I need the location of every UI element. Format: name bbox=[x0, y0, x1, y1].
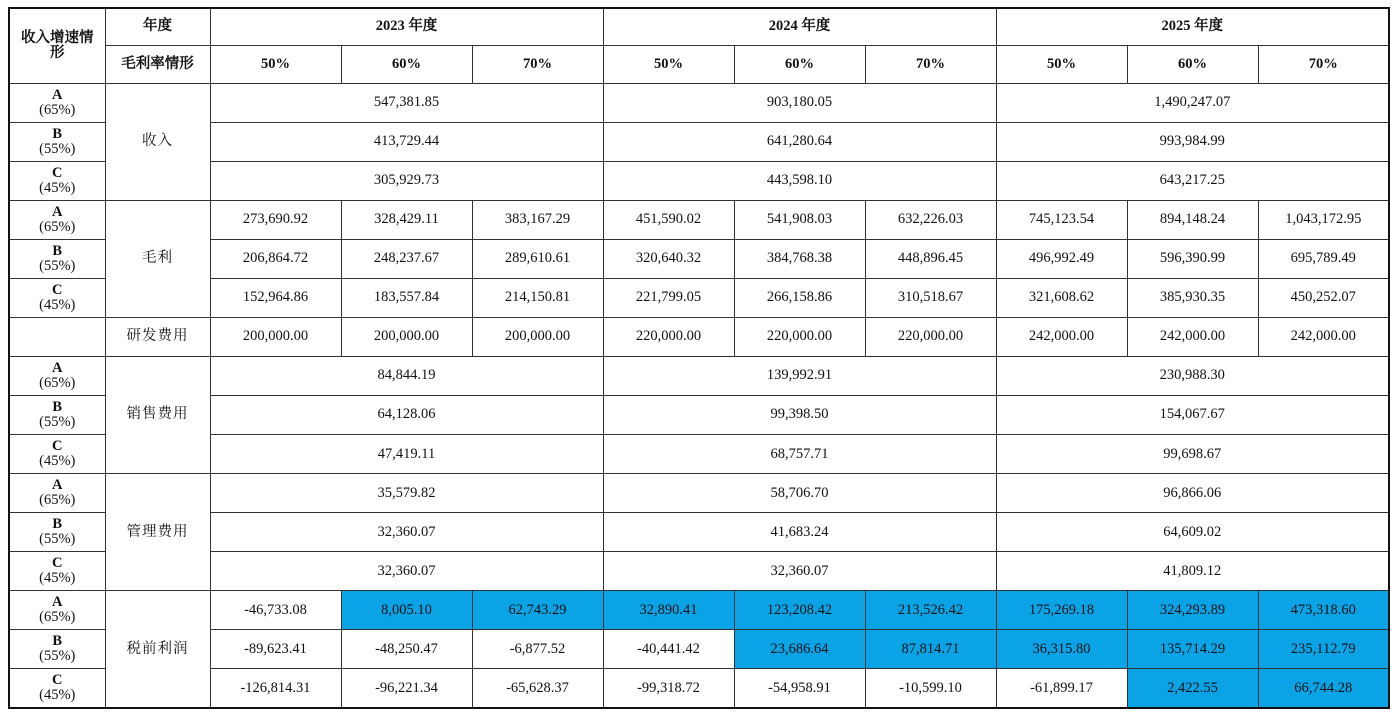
table-row bbox=[9, 83, 1389, 122]
scenario-cell bbox=[9, 239, 105, 278]
scenario-cell bbox=[9, 591, 105, 630]
scenario-letter: B bbox=[52, 516, 63, 533]
value-cell: -48,250.47 bbox=[341, 630, 472, 669]
table-row bbox=[9, 435, 1389, 474]
value-cell: 273,690.92 bbox=[210, 200, 341, 239]
value-cell: 321,608.62 bbox=[996, 278, 1127, 317]
value-cell: -96,221.34 bbox=[341, 669, 472, 708]
corner-label: 收入增速情形 bbox=[9, 8, 105, 83]
scenario-letter: A bbox=[52, 477, 63, 494]
scenario-pct: (55%) bbox=[39, 140, 76, 157]
scenario-letter: C bbox=[52, 164, 63, 181]
value-cell: -65,628.37 bbox=[472, 669, 603, 708]
scenario-cell bbox=[9, 513, 105, 552]
scenario-letter: A bbox=[52, 594, 63, 611]
header-row-margins bbox=[9, 45, 1389, 83]
table-row bbox=[9, 669, 1389, 708]
value-cell: 496,992.49 bbox=[996, 239, 1127, 278]
value-cell: -99,318.72 bbox=[603, 669, 734, 708]
value-cell-positive: 8,005.10 bbox=[341, 591, 472, 630]
value-cell: 695,789.49 bbox=[1258, 239, 1389, 278]
category-label: 毛利 bbox=[105, 200, 210, 317]
scenario-pct: (55%) bbox=[39, 531, 76, 548]
value-cell: 413,729.44 bbox=[210, 122, 603, 161]
value-cell: 1,043,172.95 bbox=[1258, 200, 1389, 239]
value-cell: -10,599.10 bbox=[865, 669, 996, 708]
scenario-pct: (65%) bbox=[39, 492, 76, 509]
margin-header: 70% bbox=[865, 45, 996, 83]
value-cell-positive: 36,315.80 bbox=[996, 630, 1127, 669]
year-header-2025: 2025 年度 bbox=[996, 8, 1389, 45]
margin-header: 50% bbox=[996, 45, 1127, 83]
header-row-years bbox=[9, 8, 1389, 45]
value-cell: -89,623.41 bbox=[210, 630, 341, 669]
scenario-letter: C bbox=[52, 281, 63, 298]
scenario-pct: (55%) bbox=[39, 257, 76, 274]
value-cell: 894,148.24 bbox=[1127, 200, 1258, 239]
value-cell: 64,609.02 bbox=[996, 513, 1389, 552]
value-cell: 84,844.19 bbox=[210, 356, 603, 395]
value-cell: 541,908.03 bbox=[734, 200, 865, 239]
scenario-pct: (55%) bbox=[39, 648, 76, 665]
value-cell: 450,252.07 bbox=[1258, 278, 1389, 317]
value-cell-positive: 213,526.42 bbox=[865, 591, 996, 630]
value-cell: 221,799.05 bbox=[603, 278, 734, 317]
value-cell: 632,226.03 bbox=[865, 200, 996, 239]
scenario-cell bbox=[9, 630, 105, 669]
margin-header: 70% bbox=[472, 45, 603, 83]
financial-projection-table bbox=[8, 7, 1390, 709]
scenario-cell bbox=[9, 395, 105, 434]
value-cell: 200,000.00 bbox=[210, 317, 341, 356]
value-cell-positive: 123,208.42 bbox=[734, 591, 865, 630]
value-cell: 242,000.00 bbox=[1258, 317, 1389, 356]
scenario-cell bbox=[9, 83, 105, 122]
scenario-pct: (55%) bbox=[39, 413, 76, 430]
value-cell: 547,381.85 bbox=[210, 83, 603, 122]
value-cell: 32,360.07 bbox=[210, 552, 603, 591]
value-cell: 152,964.86 bbox=[210, 278, 341, 317]
value-cell: 266,158.86 bbox=[734, 278, 865, 317]
scenario-cell bbox=[9, 435, 105, 474]
empty-cell bbox=[9, 317, 105, 356]
value-cell: 641,280.64 bbox=[603, 122, 996, 161]
scenario-cell bbox=[9, 474, 105, 513]
value-cell: 206,864.72 bbox=[210, 239, 341, 278]
table-row bbox=[9, 552, 1389, 591]
category-label: 管理费用 bbox=[105, 474, 210, 591]
value-cell: 242,000.00 bbox=[996, 317, 1127, 356]
value-cell: -46,733.08 bbox=[210, 591, 341, 630]
value-cell-positive: 2,422.55 bbox=[1127, 669, 1258, 708]
category-label: 收入 bbox=[105, 83, 210, 200]
value-cell: 214,150.81 bbox=[472, 278, 603, 317]
value-cell: 383,167.29 bbox=[472, 200, 603, 239]
table-row bbox=[9, 317, 1389, 356]
value-cell: 200,000.00 bbox=[341, 317, 472, 356]
table-row bbox=[9, 474, 1389, 513]
value-cell: 320,640.32 bbox=[603, 239, 734, 278]
scenario-pct: (45%) bbox=[39, 687, 76, 704]
year-header-2023: 2023 年度 bbox=[210, 8, 603, 45]
value-cell: 99,698.67 bbox=[996, 435, 1389, 474]
value-cell: 242,000.00 bbox=[1127, 317, 1258, 356]
scenario-letter: B bbox=[52, 633, 63, 650]
scenario-pct: (45%) bbox=[39, 296, 76, 313]
scenario-letter: B bbox=[52, 398, 63, 415]
scenario-letter: A bbox=[52, 203, 63, 220]
value-cell: 68,757.71 bbox=[603, 435, 996, 474]
value-cell: 200,000.00 bbox=[472, 317, 603, 356]
value-cell: 1,490,247.07 bbox=[996, 83, 1389, 122]
value-cell: 328,429.11 bbox=[341, 200, 472, 239]
value-cell: 41,809.12 bbox=[996, 552, 1389, 591]
scenario-letter: B bbox=[52, 125, 63, 142]
table-row bbox=[9, 278, 1389, 317]
table-row bbox=[9, 356, 1389, 395]
value-cell: 443,598.10 bbox=[603, 161, 996, 200]
value-cell-positive: 32,890.41 bbox=[603, 591, 734, 630]
value-cell: 305,929.73 bbox=[210, 161, 603, 200]
value-cell: -40,441.42 bbox=[603, 630, 734, 669]
value-cell: 220,000.00 bbox=[865, 317, 996, 356]
value-cell-positive: 66,744.28 bbox=[1258, 669, 1389, 708]
table-row bbox=[9, 239, 1389, 278]
value-cell-positive: 324,293.89 bbox=[1127, 591, 1258, 630]
scenario-pct: (65%) bbox=[39, 101, 76, 118]
category-label: 研发费用 bbox=[105, 317, 210, 356]
scenario-letter: A bbox=[52, 359, 63, 376]
table-row bbox=[9, 395, 1389, 434]
table-row bbox=[9, 630, 1389, 669]
scenario-letter: A bbox=[52, 86, 63, 103]
value-cell: 58,706.70 bbox=[603, 474, 996, 513]
value-cell: 448,896.45 bbox=[865, 239, 996, 278]
scenario-pct: (45%) bbox=[39, 570, 76, 587]
value-cell: 248,237.67 bbox=[341, 239, 472, 278]
scenario-letter: C bbox=[52, 555, 63, 572]
value-cell: 47,419.11 bbox=[210, 435, 603, 474]
value-cell-positive: 23,686.64 bbox=[734, 630, 865, 669]
value-cell: 32,360.07 bbox=[603, 552, 996, 591]
value-cell: -6,877.52 bbox=[472, 630, 603, 669]
scenario-letter: C bbox=[52, 672, 63, 689]
value-cell: 384,768.38 bbox=[734, 239, 865, 278]
value-cell: 385,930.35 bbox=[1127, 278, 1258, 317]
value-cell: 139,992.91 bbox=[603, 356, 996, 395]
value-cell: 96,866.06 bbox=[996, 474, 1389, 513]
margin-header: 50% bbox=[603, 45, 734, 83]
value-cell-positive: 175,269.18 bbox=[996, 591, 1127, 630]
value-cell: 993,984.99 bbox=[996, 122, 1389, 161]
scenario-cell bbox=[9, 552, 105, 591]
scenario-pct: (65%) bbox=[39, 218, 76, 235]
value-cell: 289,610.61 bbox=[472, 239, 603, 278]
value-cell-positive: 62,743.29 bbox=[472, 591, 603, 630]
scenario-pct: (65%) bbox=[39, 374, 76, 391]
value-cell: 230,988.30 bbox=[996, 356, 1389, 395]
value-cell: 64,128.06 bbox=[210, 395, 603, 434]
value-cell-positive: 87,814.71 bbox=[865, 630, 996, 669]
scenario-cell bbox=[9, 278, 105, 317]
value-cell: 99,398.50 bbox=[603, 395, 996, 434]
value-cell: 643,217.25 bbox=[996, 161, 1389, 200]
margin-header: 60% bbox=[1127, 45, 1258, 83]
scenario-pct: (45%) bbox=[39, 179, 76, 196]
value-cell: 745,123.54 bbox=[996, 200, 1127, 239]
table-row bbox=[9, 513, 1389, 552]
margin-label: 毛利率情形 bbox=[105, 45, 210, 83]
value-cell: 903,180.05 bbox=[603, 83, 996, 122]
value-cell: 220,000.00 bbox=[734, 317, 865, 356]
margin-header: 70% bbox=[1258, 45, 1389, 83]
value-cell: 310,518.67 bbox=[865, 278, 996, 317]
margin-header: 60% bbox=[734, 45, 865, 83]
margin-header: 60% bbox=[341, 45, 472, 83]
scenario-cell bbox=[9, 200, 105, 239]
scenario-pct: (65%) bbox=[39, 609, 76, 626]
scenario-letter: B bbox=[52, 242, 63, 259]
value-cell-positive: 235,112.79 bbox=[1258, 630, 1389, 669]
value-cell: 183,557.84 bbox=[341, 278, 472, 317]
table-row bbox=[9, 591, 1389, 630]
value-cell: 35,579.82 bbox=[210, 474, 603, 513]
scenario-pct: (45%) bbox=[39, 453, 76, 470]
value-cell: 451,590.02 bbox=[603, 200, 734, 239]
table-row bbox=[9, 161, 1389, 200]
margin-header: 50% bbox=[210, 45, 341, 83]
value-cell: 41,683.24 bbox=[603, 513, 996, 552]
table-row bbox=[9, 122, 1389, 161]
value-cell: -126,814.31 bbox=[210, 669, 341, 708]
value-cell: 154,067.67 bbox=[996, 395, 1389, 434]
scenario-cell bbox=[9, 122, 105, 161]
category-label: 税前利润 bbox=[105, 591, 210, 708]
value-cell-positive: 135,714.29 bbox=[1127, 630, 1258, 669]
table-row bbox=[9, 200, 1389, 239]
scenario-cell bbox=[9, 161, 105, 200]
scenario-cell bbox=[9, 669, 105, 708]
value-cell: 596,390.99 bbox=[1127, 239, 1258, 278]
scenario-cell bbox=[9, 356, 105, 395]
scenario-letter: C bbox=[52, 438, 63, 455]
value-cell: -61,899.17 bbox=[996, 669, 1127, 708]
value-cell: 220,000.00 bbox=[603, 317, 734, 356]
year-label: 年度 bbox=[105, 8, 210, 45]
value-cell: 32,360.07 bbox=[210, 513, 603, 552]
year-header-2024: 2024 年度 bbox=[603, 8, 996, 45]
value-cell: -54,958.91 bbox=[734, 669, 865, 708]
category-label: 销售费用 bbox=[105, 356, 210, 473]
value-cell-positive: 473,318.60 bbox=[1258, 591, 1389, 630]
